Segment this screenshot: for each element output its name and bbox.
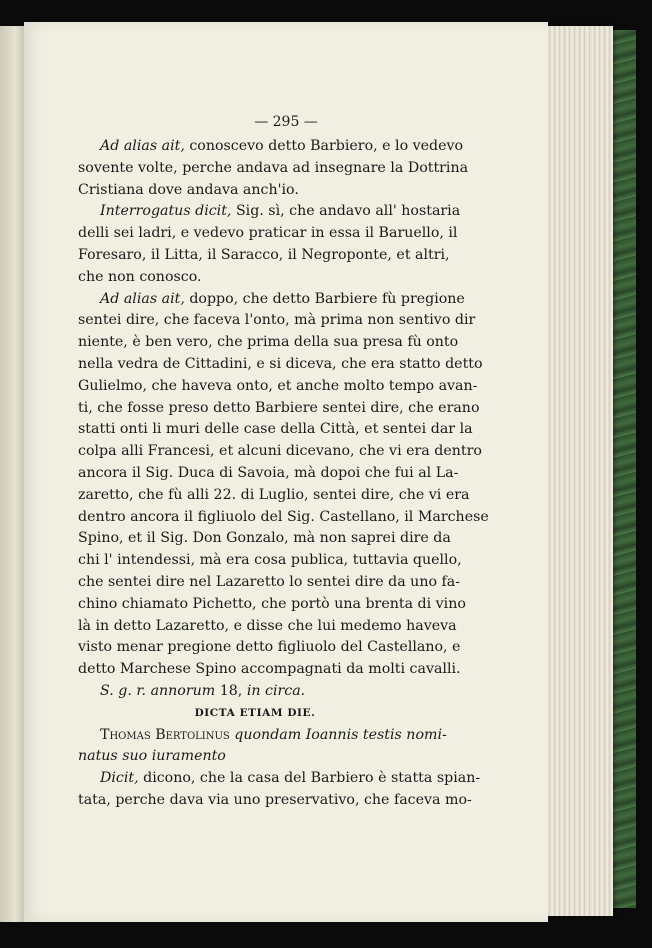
text-run: chino chiamato Pichetto, che portò una brenta di vino [78,595,466,612]
text-run: ti, che fosse preso detto Barbiere sentei dire, che erano [78,399,480,416]
text-run: colpa alli Francesi, et alcuni dicevano, che vi era dentro [78,443,482,460]
text-run: Sig. sì, che andavo all' hostaria [231,203,461,220]
text-line [78,267,432,289]
text-line [78,201,461,223]
text-run: visto menar pregione detto figliuolo del Castellano, e [78,639,461,656]
text-run: zaretto, che fù alli 22. di Luglio, sentei dire, che vi era [78,486,470,503]
text-run: Spino, et il Sig. Don Gonzalo, mà non saprei dire da [78,530,451,547]
text-line [78,158,469,180]
text-line [78,681,432,703]
text-run: che sentei dire nel Lazaretto lo sentei dire da uno fa- [78,573,461,590]
page-stack-edges [540,26,613,916]
text-line [78,507,489,529]
text-line [78,441,482,463]
text-run: DICTA ETIAM DIE. [194,706,316,719]
text-line [78,136,464,158]
text-line [78,354,483,376]
text-line [78,180,432,202]
text-line [78,659,461,681]
text-line [78,528,451,550]
body-text [78,136,489,812]
text-line [78,572,461,594]
text-run: Interrogatus dicit, [100,203,232,220]
section-heading [78,703,432,725]
text-run: delli sei ladri, e vedevo praticar in essa il Baruello, il [78,225,458,242]
text-line [78,376,478,398]
text-run: là in detto Lazaretto, e disse che lui medemo haveva [78,617,457,634]
text-run: niente, è ben vero, che prima della sua presa fù onto [78,334,459,351]
text-run: doppo, che detto Barbiere fù pregione [184,290,465,307]
text-line [78,223,458,245]
text-run: ancora il Sig. Duca di Savoia, mà dopoi che fui al La- [78,464,459,481]
text-run: che non conosco. [78,268,202,285]
text-line [78,594,466,616]
text-run: Dicit, [100,770,139,787]
text-run: nella vedra de Cittadini, e si diceva, che era statto detto [78,355,483,372]
text-line [78,245,450,267]
text-run: Ad alias ait, [100,138,185,154]
text-line [78,332,459,354]
text-run: Thomas Bertolinus [100,726,230,743]
text-run: dicono, che la casa del Barbiero è statta spian- [138,770,481,787]
text-run: in circa. [246,682,306,699]
text-line [78,289,465,311]
text-run: conoscevo detto Barbiero, e lo vedevo [184,138,464,154]
text-run: sentei dire, che faceva l'onto, mà prima non sentivo dir [78,312,476,329]
text-line [78,419,473,441]
text-run: sovente volte, perche andava ad insegnare la Dottrina [78,159,469,176]
text-run: chi l' intendessi, mà era cosa publica, tuttavia quello, [78,552,462,569]
text-run: detto Marchese Spino accompagnati da molti cavalli. [78,661,461,678]
page-number: — 295 — [254,114,318,130]
text-run: Cristiana dove andava anch'io. [78,181,299,198]
text-run: Gulielmo, che haveva onto, et anche molto tempo avan- [78,377,478,394]
text-line [78,398,480,420]
text-line [78,637,461,659]
text-run: dentro ancora il figliuolo del Sig. Castellano, il Marchese [78,508,489,525]
text-line [78,725,447,747]
text-run: quondam Ioannis testis nomi- [229,726,447,743]
text-run: S. g. r. annorum [100,682,216,699]
text-run: Ad alias ait, [100,290,185,307]
text-line [78,463,459,485]
text-run: 18, [215,682,247,699]
text-line [78,790,472,812]
text-line [78,485,470,507]
text-run: statti onti li muri delle case della Città, et sentei dar la [78,421,473,438]
text-line [78,746,432,768]
text-line [78,310,476,332]
text-run: Foresaro, il Litta, il Saracco, il Negroponte, et altri, [78,246,450,263]
book-page [24,22,548,922]
text-line [78,616,457,638]
text-run: tata, perche dava via uno preservativo, che faceva mo- [78,791,472,808]
text-line [78,550,462,572]
text-run: natus suo iuramento [78,748,226,765]
text-line [78,768,481,790]
